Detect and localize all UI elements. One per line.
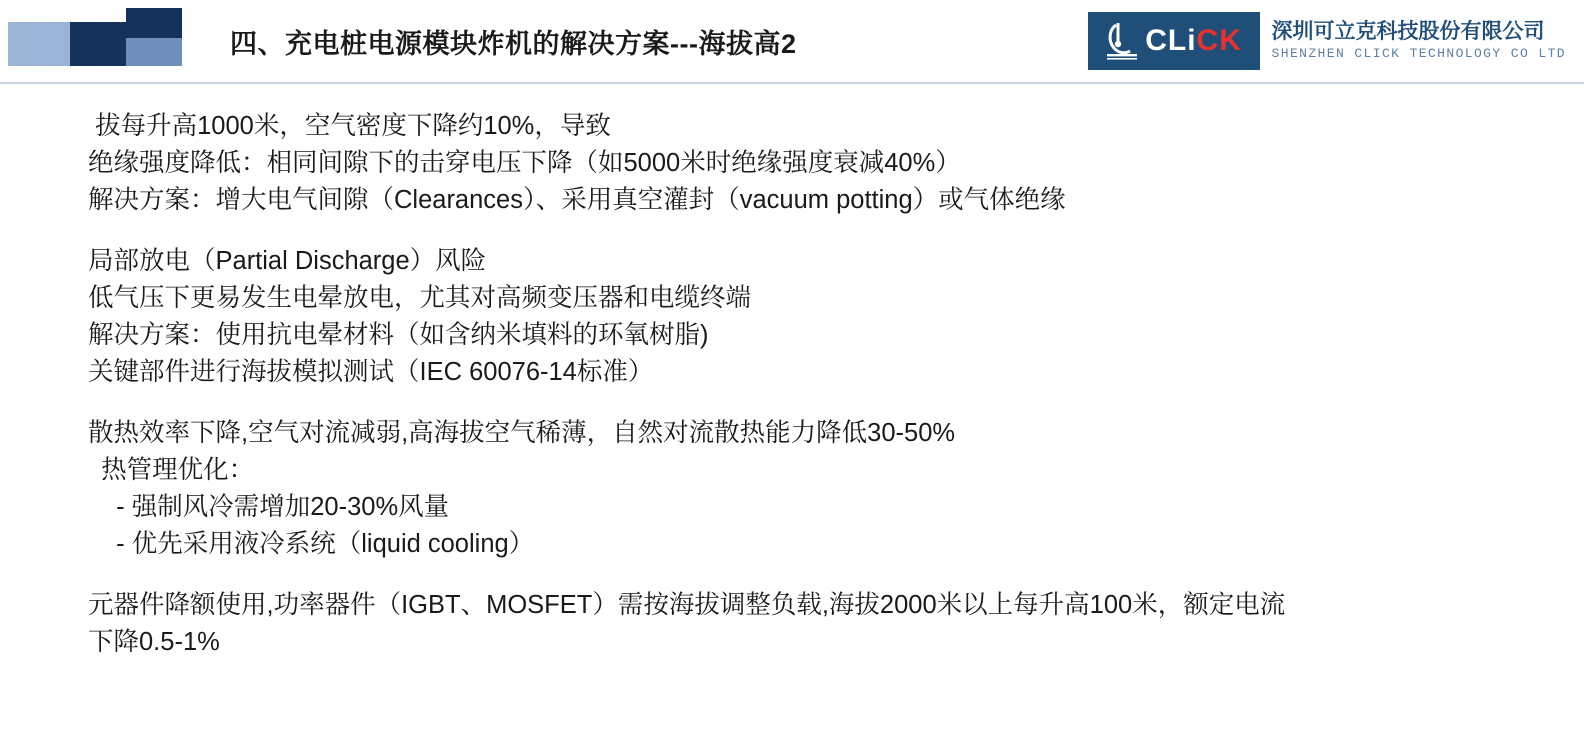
deco-block-4: [126, 38, 182, 66]
brand-logo: [1088, 10, 1566, 72]
body-line: 低气压下更易发生电晕放电，尤其对高频变压器和电缆终端: [88, 283, 752, 312]
company-name: [1272, 12, 1566, 70]
page-title: 四、充电桩电源模块炸机的解决方案---海拔高2: [230, 29, 797, 59]
header-divider: [0, 82, 1584, 84]
block-spacer: [88, 563, 1528, 587]
body-line: 下降0.5-1%: [88, 627, 220, 656]
body-line: 热管理优化：: [94, 455, 255, 484]
body-line: 拔每升高1000米，空气密度下降约10%，导致: [88, 112, 611, 140]
block-spacer: [88, 219, 1528, 243]
slide-header: [0, 0, 1584, 82]
body-line: - 强制风冷需增加20-30%风量: [102, 492, 450, 521]
body-line: 绝缘强度降低：相同间隙下的击穿电压下降（如5000米时绝缘强度衰减40%）: [88, 148, 961, 177]
logo-wordmark: [1145, 26, 1242, 56]
slide-body: [88, 108, 1528, 661]
decorative-blocks: [8, 8, 188, 66]
body-line: 局部放电（Partial Discharge）风险: [88, 246, 487, 275]
body-line: 解决方案：增大电气间隙（Clearances）、采用真空灌封（vacuum potting）或气体绝缘: [88, 185, 1066, 214]
body-line: 散热效率下降,空气对流减弱,高海拔空气稀薄，自然对流散热能力降低30-50%: [88, 418, 956, 447]
text-block-1: [88, 108, 1528, 219]
deco-block-1: [8, 22, 70, 66]
company-name-cn: 深圳可立克科技股份有限公司: [1271, 20, 1545, 44]
body-line: 元器件降额使用,功率器件（IGBT、MOSFET）需按海拔调整负载,海拔2000米以上每升高100米，额定电流: [88, 590, 1286, 619]
body-line: 关键部件进行海拔模拟测试（IEC 60076-14标准）: [88, 357, 654, 386]
block-spacer: [88, 391, 1528, 415]
deco-block-2: [70, 22, 126, 66]
logo-wordmark-text: CLiCK: [1145, 24, 1242, 57]
text-block-4: [88, 587, 1528, 661]
body-line: - 优先采用液冷系统（liquid cooling）: [102, 529, 535, 558]
company-name-en: SHENZHEN CLICK TECHNOLOGY CO LTD: [1271, 45, 1566, 61]
click-logo-icon: [1105, 21, 1139, 61]
text-block-3: [88, 415, 1528, 563]
text-block-2: [88, 243, 1528, 391]
body-line: 解决方案：使用抗电晕材料（如含纳米填料的环氧树脂): [88, 320, 709, 349]
deco-block-3: [126, 8, 182, 38]
logo-badge: [1088, 12, 1260, 70]
